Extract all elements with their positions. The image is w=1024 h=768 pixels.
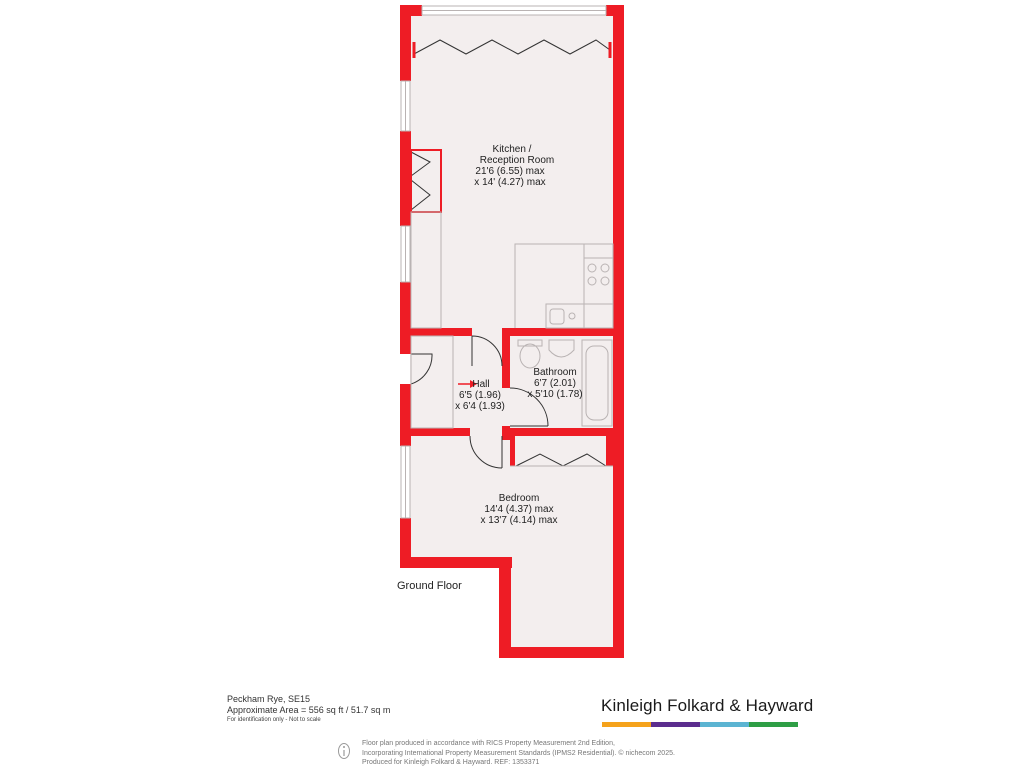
credit-line-3: Produced for Kinleigh Folkard & Hayward. REF: 1353371 <box>362 759 540 766</box>
kitchen-dim-2: x 14' (4.27) max <box>474 177 546 188</box>
credit-line-2: Incorporating International Property Measurement Standards (IPMS2 Residential). © nichecom 2025. <box>362 749 675 757</box>
approximate-area: Approximate Area = 556 sq ft / 51.7 sq m <box>227 705 391 715</box>
brand-bar-blue <box>700 722 749 727</box>
credit-line-1: Floor plan produced in accordance with RICS Property Measurement 2nd Edition, <box>362 740 615 747</box>
hall-dim-1: 6'5 (1.96) <box>459 390 501 401</box>
kitchen-name-1: Kitchen / <box>492 144 532 155</box>
bedroom-dim-1: 14'4 (4.37) max <box>484 504 554 515</box>
floor-label: Ground Floor <box>397 580 462 592</box>
bathroom-dim-1: 6'7 (2.01) <box>534 378 576 389</box>
bathroom-label <box>527 367 582 400</box>
hall-name: Hall <box>472 379 490 390</box>
brand-name: Kinleigh Folkard & Hayward <box>601 696 814 715</box>
info-icon <box>337 742 351 762</box>
disclaimer: For identification only - Not to scale <box>227 717 321 723</box>
bathroom-name: Bathroom <box>533 367 577 378</box>
plan-credit <box>362 739 702 768</box>
bedroom-dim-2: x 13'7 (4.14) max <box>480 515 558 526</box>
hall-dim-2: x 6'4 (1.93) <box>455 401 505 412</box>
brand-bar-purple <box>651 722 700 727</box>
kitchen-name-2: Reception Room <box>479 155 555 166</box>
brand-color-bar <box>602 722 798 727</box>
bedroom-name: Bedroom <box>498 493 540 504</box>
brand-bar-green <box>749 722 798 727</box>
property-address: Peckham Rye, SE15 <box>227 694 311 704</box>
bathroom-dim-2: x 5'10 (1.78) <box>527 389 583 400</box>
brand-bar-orange <box>602 722 651 727</box>
kitchen-dim-1: 21'6 (6.55) max <box>475 166 545 177</box>
